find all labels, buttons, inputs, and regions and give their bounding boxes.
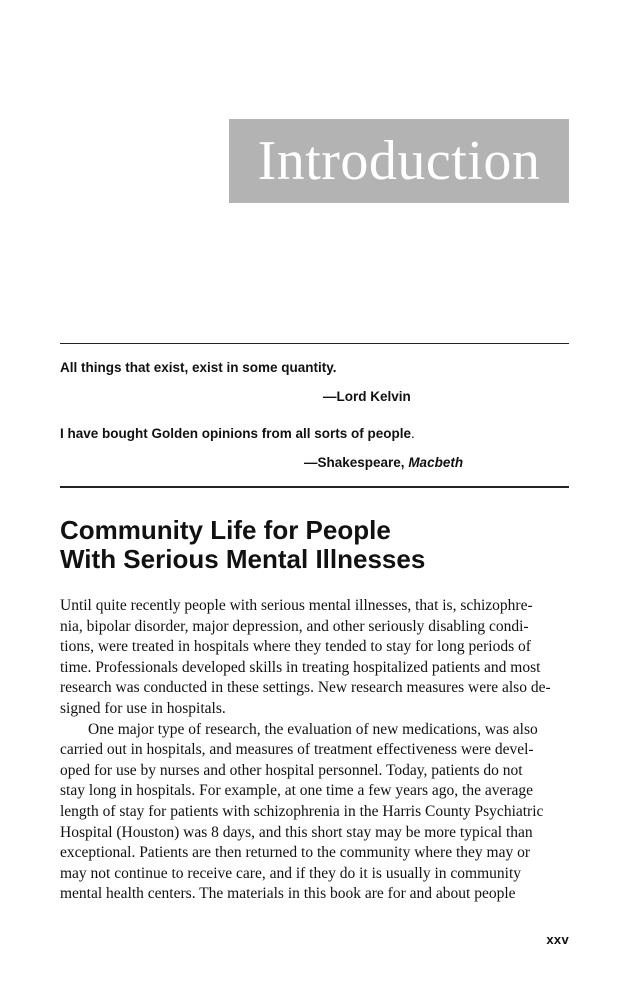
epigraph-2-attribution-text: —Shakespeare, [304, 455, 409, 470]
body-line: nia, bipolar disorder, major depression, and other seriously disabling condi- [60, 617, 529, 635]
epigraph-top-rule [60, 343, 569, 344]
body-line: time. Professionals developed skills in treating hospitalized patients and most [60, 658, 541, 676]
section-heading-line-1: Community Life for People [60, 515, 391, 545]
body-line: Hospital (Houston) was 8 days, and this short stay may be more typical than [60, 823, 533, 841]
body-line: length of stay for patients with schizophrenia in the Harris County Psychiatric [60, 802, 544, 820]
epigraph-2-attribution [304, 455, 463, 471]
epigraph-1-quote-text: All things that exist, exist in some quantity. [60, 360, 337, 375]
epigraph-2-quote-end: . [411, 426, 415, 441]
body-line: oped for use by nurses and other hospital personnel. Today, patients do not [60, 761, 523, 779]
body-line: signed for use in hospitals. [60, 699, 226, 717]
epigraph-2-quote [60, 426, 415, 442]
body-line: carried out in hospitals, and measures of treatment effectiveness were devel- [60, 741, 534, 759]
body-line: may not continue to receive care, and if they do it is usually in community [60, 864, 522, 882]
section-heading-line-2: With Serious Mental Illnesses [60, 544, 426, 574]
body-line: Until quite recently people with serious mental illnesses, that is, schizophre- [60, 597, 533, 614]
body-text [60, 596, 570, 905]
section-heading [60, 516, 425, 574]
chapter-title-box [229, 119, 569, 203]
page-number: xxv [546, 932, 569, 947]
epigraph-1-attribution-text: —Lord Kelvin [323, 389, 411, 404]
body-line: stay long in hospitals. For example, at one time a few years ago, the average [60, 782, 534, 800]
body-line: research was conducted in these settings. New research measures were also de- [60, 679, 551, 697]
body-line: tions, were treated in hospitals where they tended to stay for long periods of [60, 638, 531, 656]
chapter-title: Introduction [257, 130, 541, 192]
epigraph-2-quote-text: I have bought Golden opinions from all sorts of people [60, 426, 412, 441]
epigraph-1-attribution [323, 389, 411, 405]
epigraph-2-work: Macbeth [408, 455, 464, 470]
epigraph-1-quote [60, 360, 337, 376]
body-line: One major type of research, the evaluation of new medications, was also [88, 720, 538, 738]
epigraph-bottom-rule [60, 486, 569, 488]
body-line: mental health centers. The materials in this book are for and about people [60, 885, 516, 903]
body-line: exceptional. Patients are then returned to the community where they may or [60, 844, 531, 862]
